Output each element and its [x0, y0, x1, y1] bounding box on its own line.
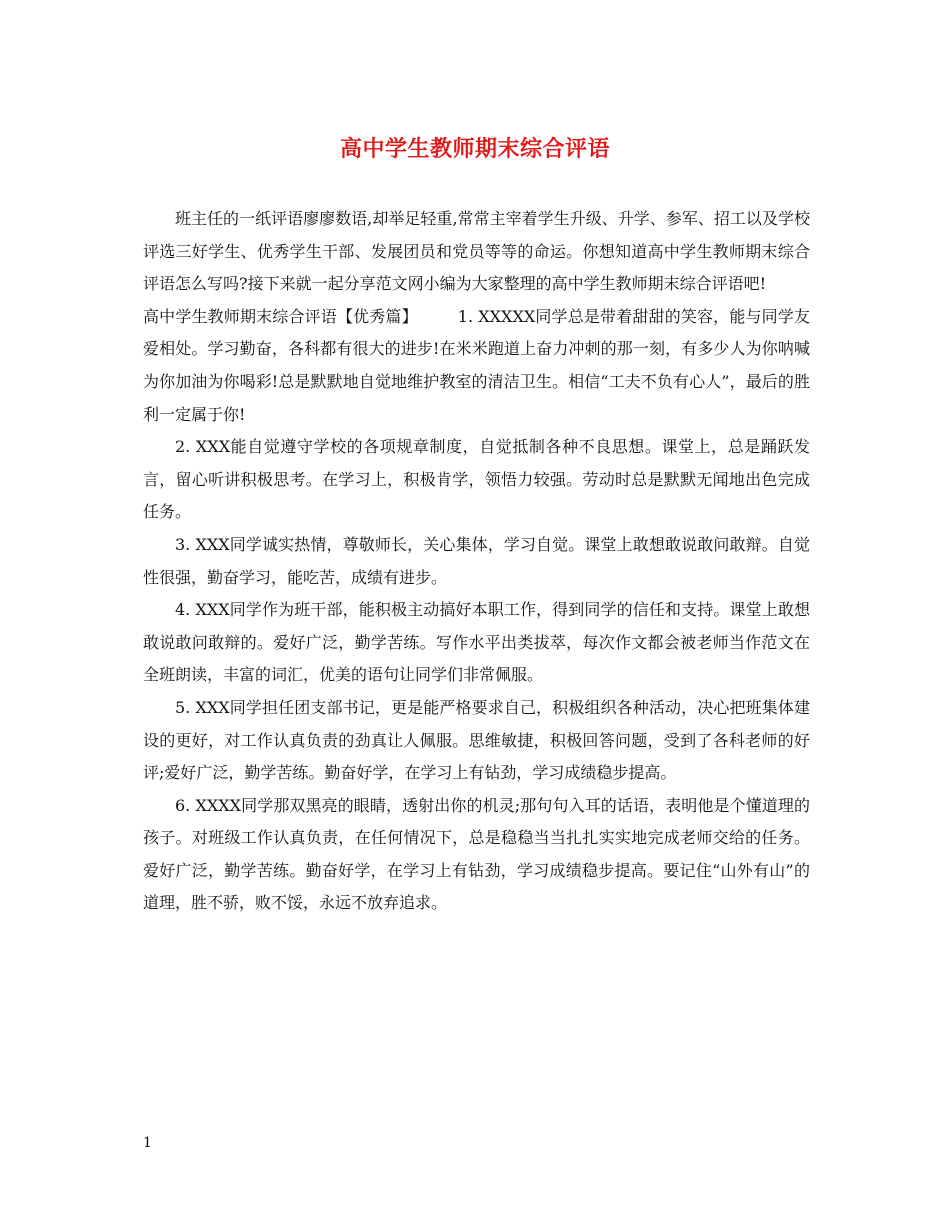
comment-item-4: 4. XXX同学作为班干部，能积极主动搞好本职工作，得到同学的信任和支持。课堂上敢想敢说敢问敢辩的。爱好广泛，勤学苦练。写作水平出类拔萃，每次作文都会被老师当作范文在全班朗读，丰富的词汇，优美的语句让同学们非常佩服。 — [143, 600, 810, 685]
section-heading: 高中学生教师期末综合评语【优秀篇】 — [143, 306, 418, 326]
page-number: 1 — [143, 1135, 152, 1151]
intro-paragraph: 班主任的一纸评语廖廖数语,却举足轻重,常常主宰着学生升级、升学、参军、招工以及学校评选三好学生、优秀学生干部、发展团员和党员等等的命运。你想知道高中学生教师期末综合评语怎么写吗?接下来就一起分享范文网小编为大家整理的高中学生教师期末综合评语吧! — [143, 209, 810, 294]
document-title: 高中学生教师期末综合评语 — [339, 136, 610, 162]
comment-item-2: 2. XXX能自觉遵守学校的各项规章制度，自觉抵制各种不良思想。课堂上，总是踊跃发言，留心听讲积极思考。在学习上，积极肯学，领悟力较强。劳动时总是默默无闻地出色完成任务。 — [143, 437, 810, 522]
section-paragraph — [143, 301, 810, 431]
document-body — [143, 203, 810, 920]
comment-item-5: 5. XXX同学担任团支部书记，更是能严格要求自己，积极组织各种活动，决心把班集体建设的更好，对工作认真负责的劲真让人佩服。思维敏捷，积极回答问题，受到了各科老师的好评;爱好广泛，勤学苦练。勤奋好学，在学习上有钻劲，学习成绩稳步提高。 — [143, 697, 810, 783]
comment-item-3: 3. XXX同学诚实热情，尊敬师长，关心集体，学习自觉。课堂上敢想敢说敢问敢辩。自觉性很强，勤奋学习，能吃苦，成绩有进步。 — [143, 534, 810, 587]
comment-item-1: 1. XXXXX同学总是带着甜甜的笑容，能与同学友爱相处。学习勤奋，各科都有很大的进步!在米米跑道上奋力冲刺的那一刻，有多少人为你呐喊为你加油为你喝彩!总是默默地自觉地维护教室的清洁卫生。相信“工夫不负有心人”，最后的胜利一定属于你! — [143, 306, 810, 424]
comment-item-6: 6. XXXX同学那双黑亮的眼睛，透射出你的机灵;那句句入耳的话语，表明他是个懂道理的孩子。对班级工作认真负责，在任何情况下，总是稳稳当当扎扎实实地完成老师交给的任务。爱好广泛，勤学苦练。勤奋好学，在学习上有钻劲，学习成绩稳步提高。要记住“山外有山”的道理，胜不骄，败不馁，永远不放弃追求。 — [143, 795, 810, 913]
